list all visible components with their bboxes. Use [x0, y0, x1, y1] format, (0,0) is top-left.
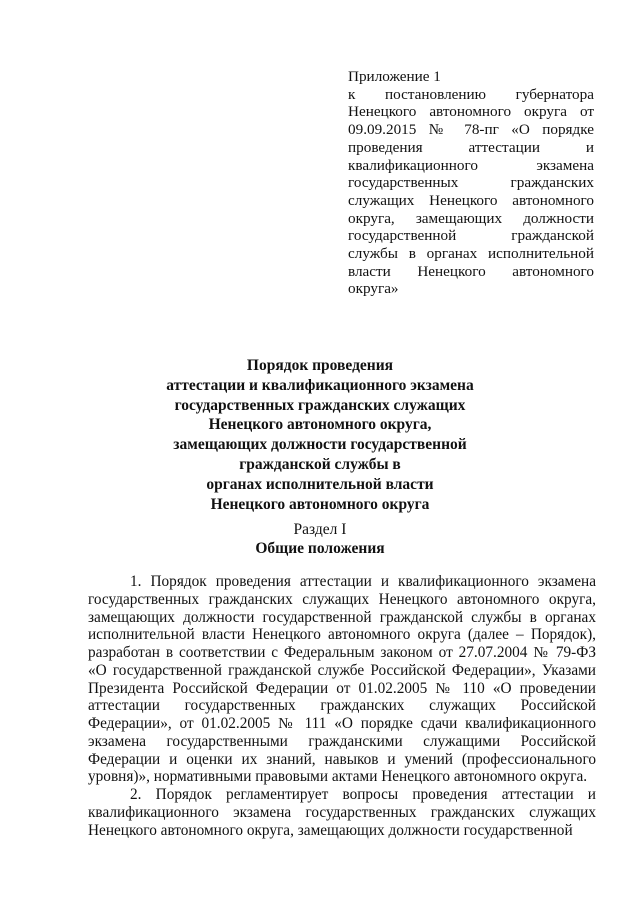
body-text [88, 573, 596, 839]
document-title-line: органах исполнительной власти [206, 475, 434, 493]
appendix-block [348, 68, 594, 298]
document-title-line: Ненецкого автономного округа, [208, 416, 432, 434]
document-title-line: замещающих должности государственной [173, 436, 467, 454]
document-title-line: аттестации и квалификационного экзамена [166, 376, 474, 394]
document-title-line: Ненецкого автономного округа [210, 495, 430, 513]
document-title-line: Порядок проведения [246, 357, 394, 374]
appendix-title: Приложение 1 [348, 68, 441, 85]
document-title-line: гражданской службы в [239, 455, 401, 473]
document-title-line: государственных гражданских служащих [174, 396, 466, 414]
document-title [80, 356, 560, 514]
section-heading [80, 520, 560, 558]
section-number: Раздел I [293, 521, 347, 538]
section-name: Общие положения [255, 540, 385, 557]
paragraph-1: 1. Порядок проведения аттестации и квалификационного экзамена государственных гражданских служащих Ненецкого автономного округа, замещающих должности государственной гражданской службы в органах исполнительной власти Ненецкого автономного округа (далее – Порядок), разработан в соответствии с Федеральным законом от 27.07.2004 № 79-ФЗ «О государственной гражданской службе Российской Федерации», Указами Президента Российской Федерации от 01.02.2005 № 110 «О проведении аттестации государственных гражданских служащих Российской Федерации», от 01.02.2005 № 111 «О порядке сдачи квалификационного экзамена государственными гражданскими служащими Российской Федерации и оценки их знаний, навыков и умений (профессионального уровня)», нормативными правовыми актами Ненецкого автономного округа. [88, 573, 596, 786]
appendix-text: к постановлению губернатора Ненецкого автономного округа от 09.09.2015 № 78-пг «О порядке проведения аттестации и квалификационного экзамена государственных гражданских служащих Ненецкого автономного округа, замещающих должности государственной гражданской службы в органах исполнительной власти Ненецкого автономного округа» [348, 85, 594, 298]
paragraph-2: 2. Порядок регламентирует вопросы проведения аттестации и квалификационного экзамена государственных гражданских служащих Ненецкого автономного округа, замещающих должности государственной [88, 786, 596, 839]
